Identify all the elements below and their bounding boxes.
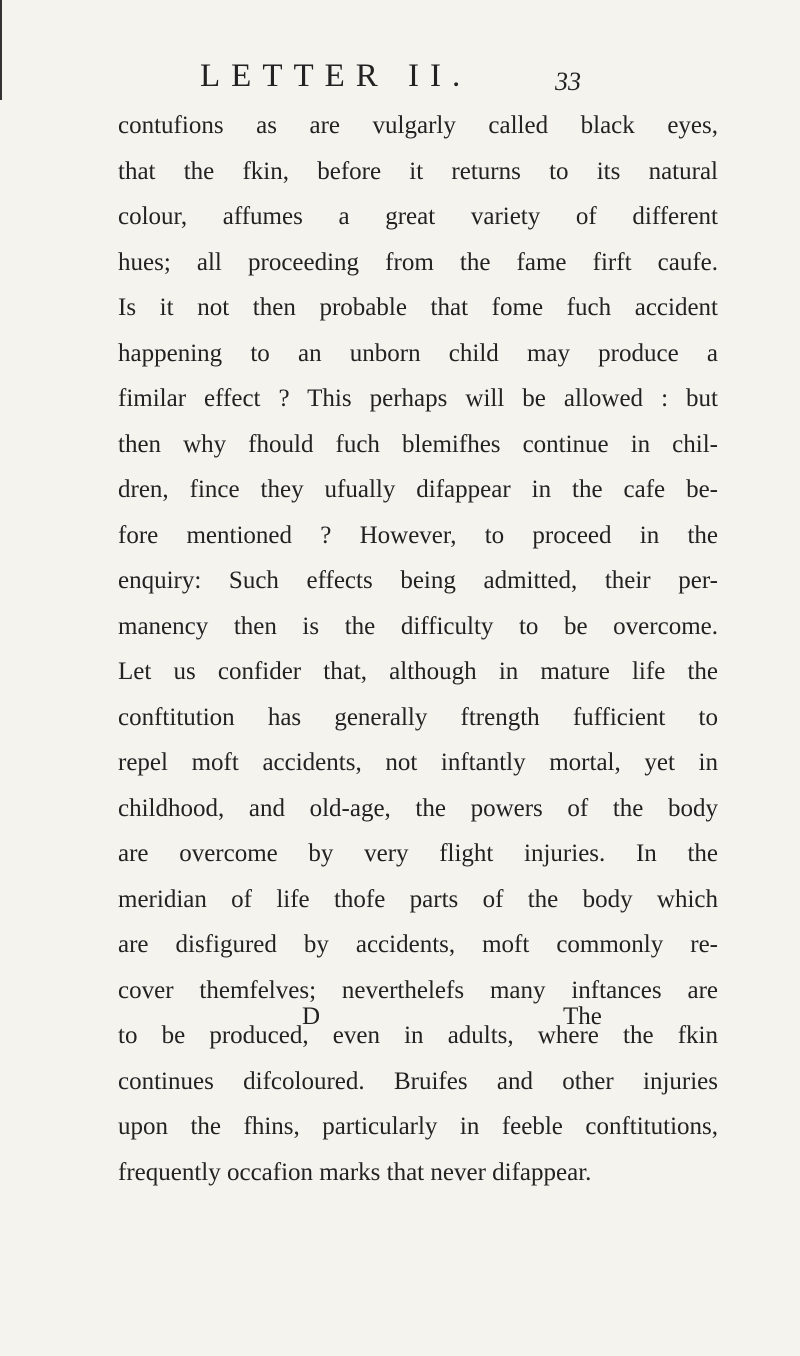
signature-mark: D	[302, 1003, 321, 1030]
text-line: upon the fhins, particularly in feeble conftitutions,	[118, 1113, 718, 1140]
text-line: Let us confider that, although in mature life the	[118, 658, 718, 685]
text-line: fore mentioned ? However, to proceed in the	[118, 521, 718, 549]
page-edge-line	[0, 0, 2, 100]
catchword: The	[563, 1003, 602, 1030]
text-line: repel moft accidents, not inftantly mortal, yet in	[118, 749, 718, 776]
page-number: 33	[555, 67, 581, 96]
page-footer	[118, 1003, 718, 1043]
text-line: childhood, and old-age, the powers of the body	[118, 794, 718, 822]
text-line: hues; all proceeding from the fame firft caufe.	[118, 248, 718, 276]
text-line: continues difcoloured. Bruifes and other injuries	[118, 1067, 718, 1095]
text-line: are overcome by very flight injuries. In the	[118, 840, 718, 867]
text-line: are disfigured by accidents, moft commonly re-	[118, 931, 718, 958]
text-line: meridian of life thofe parts of the body which	[118, 885, 718, 913]
page-header	[200, 58, 800, 98]
text-line: manency then is the difficulty to be overcome.	[118, 612, 718, 640]
text-line: conftitution has generally ftrength fufficient to	[118, 703, 718, 731]
text-line: contufions as are vulgarly called black eyes,	[118, 112, 718, 139]
text-line: happening to an unborn child may produce a	[118, 339, 718, 367]
text-line: to be produced, even in adults, where the fkin	[118, 1022, 718, 1049]
text-line: cover themfelves; neverthelefs many inftances are	[118, 976, 718, 1004]
text-line: fimilar effect ? This perhaps will be allowed : but	[118, 385, 718, 412]
text-line: colour, affumes a great variety of different	[118, 203, 718, 230]
text-line: Is it not then probable that fome fuch accident	[118, 294, 718, 321]
text-line: dren, fince they ufually difappear in the cafe be-	[118, 476, 718, 503]
text-line: then why fhould fuch blemifhes continue in chil-	[118, 430, 718, 458]
running-head: LETTER II.	[200, 58, 472, 94]
text-line: that the fkin, before it returns to its natural	[118, 157, 718, 185]
text-line: enquiry: Such effects being admitted, their per-	[118, 567, 718, 594]
text-line: frequently occafion marks that never difappear.	[118, 1158, 592, 1186]
